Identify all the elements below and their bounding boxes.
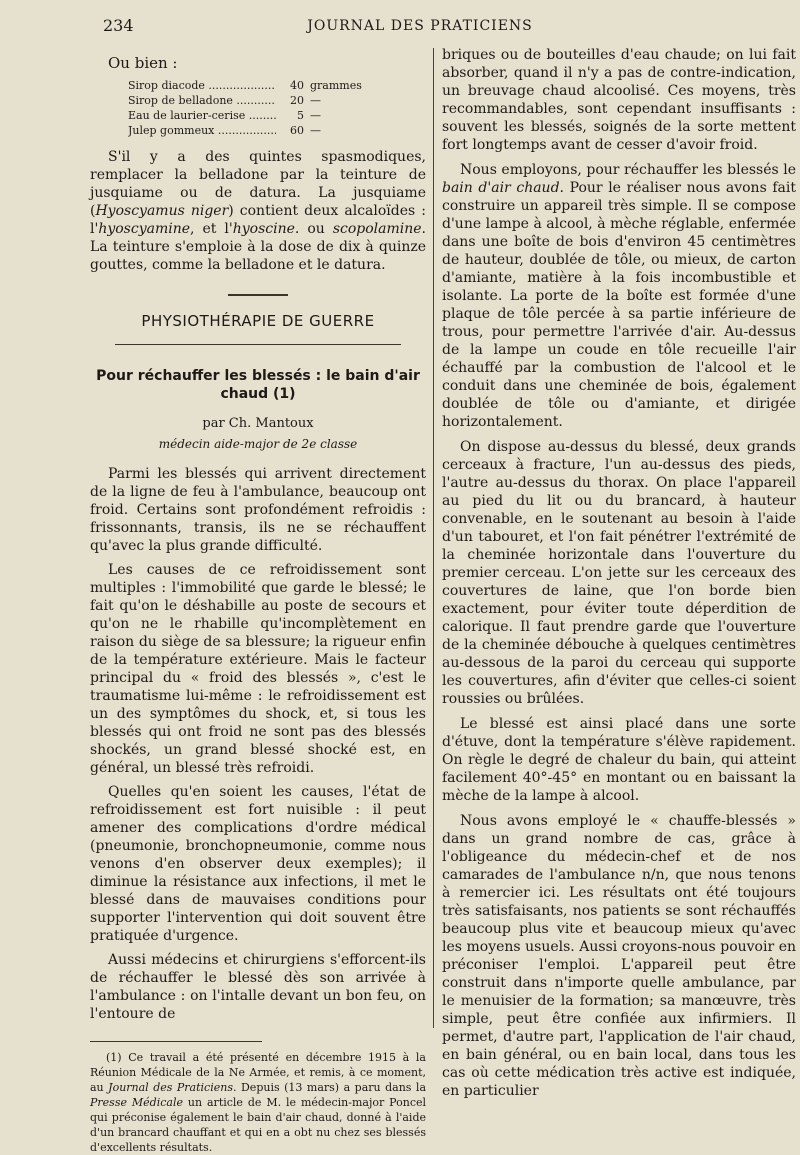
- ingredient-quantity: 60: [290, 124, 304, 137]
- column-divider: [433, 48, 434, 1028]
- page-number: 234: [103, 16, 134, 35]
- section-title: PHYSIOTHÉRAPIE DE GUERRE: [141, 312, 375, 330]
- byline: par Ch. Mantoux: [202, 416, 314, 431]
- article-paragraph: Le blessé est ainsi placé dans une sorte d'étuve, dont la température s'élève rapidement. On règle le degré de chaleur du bain, qui atteint facilement 40°-45° en montant ou en baissant la mèche de la lampe à alcool.: [442, 716, 796, 804]
- ingredient-name: Julep gommeux .....: [128, 123, 276, 138]
- left-column: [90, 46, 426, 1155]
- article-paragraph: Quelles qu'en soient les causes, l'état de refroidissement est fort nuisible : il peut amener des complications d'ordre médical (pneumonie, bronchopneumonie, comme nous venons d'en observer deux exemples); il diminue la résistance aux infections, il met le blessé dans de mauvaises conditions pour supporter l'intervention qui doit souvent être pratiquée d'urgence.: [90, 784, 426, 944]
- prescription-list: [128, 78, 378, 138]
- ingredient-unit: —: [310, 109, 321, 122]
- ingredient-name: Sirop de belladone .....: [128, 93, 276, 108]
- article-paragraph: On dispose au-dessus du blessé, deux grands cerceaux à fracture, l'un au-dessus des pieds, l'autre au-dessus du thorax. On place l'appareil au pied du lit ou du brancard, à hauteur convenable, en le soutenant au besoin à l'aide d'un tabouret, et l'on fait pénétrer l'extrémité de la cheminée horizontale dans l'ouverture du premier cerceau. L'on jette sur les cerceaux des couvertures de laine, que l'on borde bien exactement, pour éviter toute déperdition de calorique. Il faut prendre garde que l'ouverture de la cheminée débouche à quelques centimètres au-dessous de la paroi du cerceau qui supporte les couvertures, afin d'éviter que celles-ci soient roussies ou brûlées.: [442, 439, 796, 707]
- ingredient-quantity: 40: [290, 79, 304, 92]
- article-paragraph: briques ou de bouteilles d'eau chaude; on lui fait absorber, quand il n'y a pas de contre-indication, un breuvage chaud alcoolisé. Ces moyens, très recommandables, sont cependant insuffisants : souvent les blessés, soignés de la sorte mettent fort longtemps avant de cesser d'avoir froid.: [442, 47, 796, 153]
- article-paragraph: Aussi médecins et chirurgiens s'efforcent-ils de réchauffer le blessé dès son arrivée à l'ambulance : on l'intalle devant un bon feu, on l'entoure de: [90, 952, 426, 1022]
- ingredient-unit: —: [310, 94, 321, 107]
- ingredient-unit: grammes: [310, 79, 362, 92]
- ou-bien-label: Ou bien :: [108, 54, 178, 72]
- article-body: [90, 465, 426, 1023]
- ingredient-unit: —: [310, 124, 321, 137]
- article-paragraph: Les causes de ce refroidissement sont multiples : l'immobilité que garde le blessé; le fait qu'on le déshabille au poste de secours et qu'on ne le rhabille qu'incomplètement en raison du siège de sa blessure; la rigueur enfin de la température extérieure. Mais le facteur principal du « froid des blessés », c'est le traumatisme lui-même : le refroidissement est un des symptômes du shock, et, si tous les blessés qui ont froid ne sont pas des blessés shockés, un grand blessé shocké est, en général, un blessé très refroidi.: [90, 562, 426, 776]
- prescription-row: [128, 78, 378, 93]
- ingredient-quantity: 5: [297, 109, 304, 122]
- page-header: [0, 14, 800, 40]
- article-paragraph: Nous avons employé le « chauffe-blessés » dans un grand nombre de cas, grâce à l'obligeance du médecin-chef et de nos camarades de l'ambulance n/n, que nous tenons à remercier ici. Les résultats ont été toujours très satisfaisants, nos patients se sont réchauffés beaucoup plus vite et beaucoup mieux qu'avec les moyens usuels. Aussi croyons-nous pouvoir en préconiser l'emploi. L'appareil peut être construit dans n'importe quelle ambulance, par le menuisier de la formation; sa manœuvre, très simple, peut être confiée aux infirmiers. Il permet, d'autre part, l'application de l'air chaud, en bain général, ou en bain local, dans tous les cas où cette médication très active est indiquée, en particulier: [442, 813, 796, 1099]
- ingredient-name: Sirop diacode .....: [128, 78, 276, 93]
- footnote: (1) Ce travail a été présenté en décembre 1915 à la Réunion Médicale de la Ne Armée, et remis, à ce moment, au Journal des Praticiens. Depuis (13 mars) a paru dans la Presse Médicale un article de M. le médecin-major Poncel qui préconise également le bain d'air chaud, donné à l'aide d'un brancard chauffant et qui en a obt nu chez ses blessés d'excellents résultats.: [90, 1051, 427, 1154]
- ingredient-quantity: 20: [290, 94, 304, 107]
- journal-title: JOURNAL DES PRATICIENS: [307, 18, 533, 34]
- prescription-row: [128, 108, 378, 123]
- ingredient-name: Eau de laurier-cerise .....: [128, 108, 276, 123]
- author-role: médecin aide-major de 2e classe: [158, 437, 358, 451]
- article-title: Pour réchauffer les blessés : le bain d'air chaud (1): [96, 368, 420, 402]
- intro-paragraph: S'il y a des quintes spasmodiques, remplacer la belladone par la teinture de jusquiame ou de datura. La jusquiame (Hyoscyamus niger) contient deux alcaloïdes : l'hyoscyamine, et l'hyoscine. ou scopolamine. La teinture s'emploie à la dose de dix à quinze gouttes, comme la belladone et le datura.: [90, 149, 426, 273]
- article-paragraph: Nous employons, pour réchauffer les blessés le bain d'air chaud. Pour le réaliser nous avons fait construire un appareil très simple. Il se compose d'une lampe à alcool, à mèche réglable, enfermée dans une boîte de bois d'environ 45 centimètres de hauteur, doublée de tôle, ou mieux, de carton d'amiante, matière à la fois incombustible et isolante. La porte de la boîte est formée d'une plaque de tôle percée à sa partie inférieure de trous, pour permettre l'arrivée d'air. Au-dessus de la lampe un coude en tôle recueille l'air échauffé par la combustion de l'alcool et le conduit dans une cheminée de bois, également doublée de tôle ou d'amiante, et dirigée horizontalement.: [442, 162, 796, 430]
- right-column: [442, 46, 796, 1100]
- article-paragraph: Parmi les blessés qui arrivent directement de la ligne de feu à l'ambulance, beaucoup ont froid. Certains sont profondément refroidis : frissonnants, transis, ils ne se réchauffent qu'avec la plus grande difficulté.: [90, 466, 426, 554]
- footnote-rule: [90, 1041, 262, 1042]
- section-rule: [115, 344, 401, 345]
- section-separator: [228, 294, 288, 296]
- prescription-row: [128, 123, 378, 138]
- prescription-row: [128, 93, 378, 108]
